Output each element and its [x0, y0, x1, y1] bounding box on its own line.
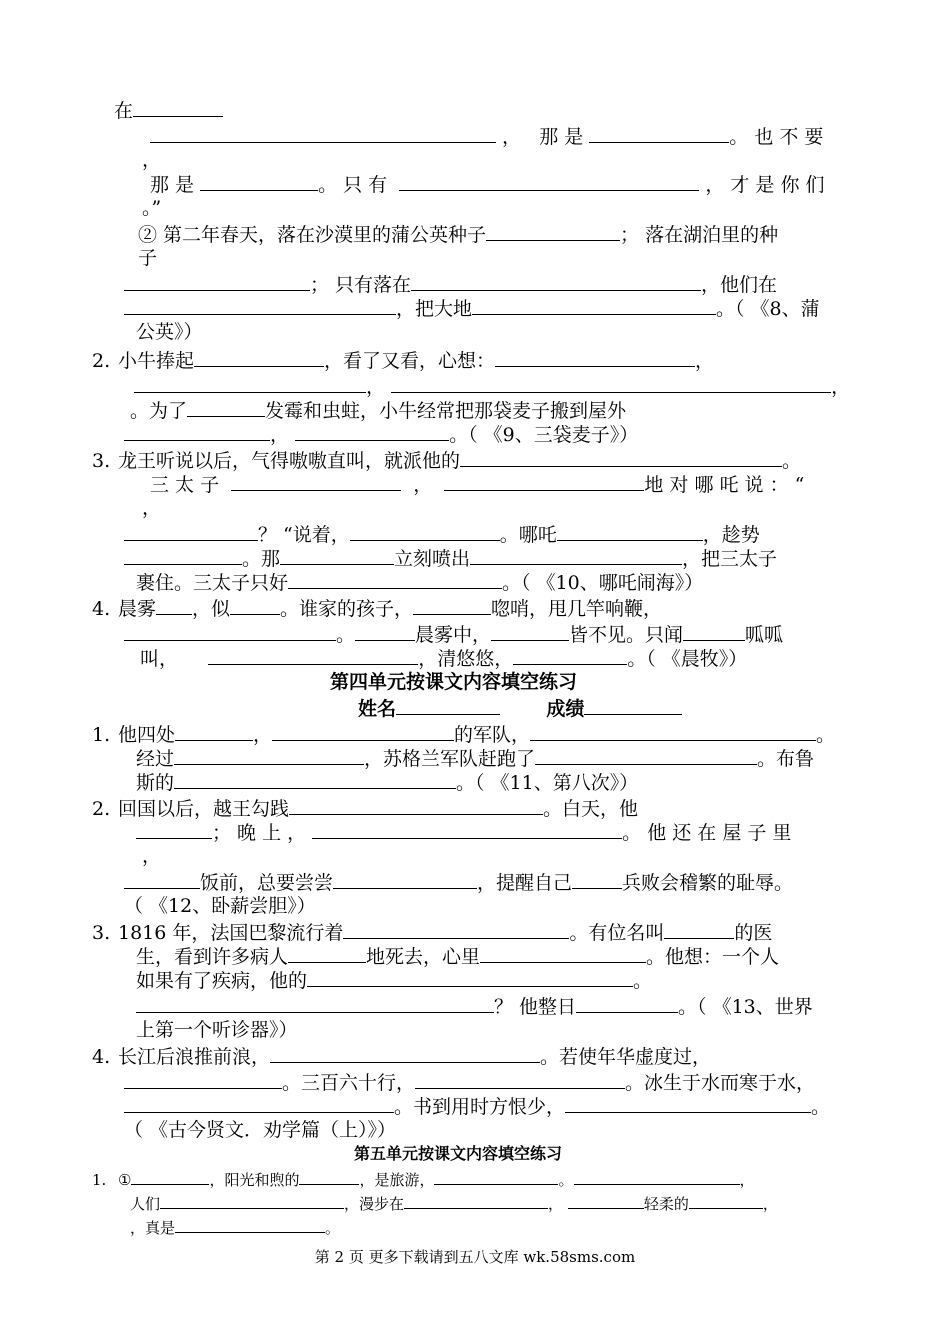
- u4-q2-line-4: 饭前，总要尝尝 ，提醒自己 兵败会稽繁的耻辱。: [124, 870, 793, 895]
- fill-blank[interactable]: [530, 722, 816, 741]
- u5-q1-line-1: 1. ① ，阳光和煦的 ，是旅游， 。 ，: [92, 1171, 755, 1189]
- q3-nezha-line-3: ，: [142, 497, 162, 519]
- unit5-title: 第五单元按课文内容填空练习: [354, 1144, 563, 1163]
- fill-blank[interactable]: [124, 422, 270, 441]
- fill-blank[interactable]: [124, 870, 200, 889]
- fill-blank[interactable]: [472, 296, 716, 315]
- q3-nezha-line-4: ？ “说着， 。哪吒 ，趁势: [124, 522, 760, 547]
- unit4-title: 第四单元按课文内容填空练习: [330, 671, 578, 693]
- u4-q3-line-3: 如果有了疾病，他的 。: [136, 970, 653, 992]
- u4-q1-line-1: 1. 他四处 ， 的军队， 。: [92, 724, 836, 746]
- fill-blank[interactable]: [415, 1070, 625, 1089]
- fill-blank[interactable]: [572, 870, 622, 889]
- u4-q3-line-1: 3. 1816 年，法国巴黎流行着 。有位名叫 的医: [92, 922, 773, 944]
- u4-q1-line-3: 斯的 。（ 《11、第八次》）: [136, 772, 639, 794]
- u5-q1-line-3: ，真是 。: [130, 1219, 341, 1237]
- fill-blank[interactable]: [175, 722, 253, 741]
- fill-blank[interactable]: [470, 546, 682, 565]
- fill-blank[interactable]: [136, 820, 212, 839]
- fill-blank[interactable]: [280, 546, 394, 565]
- fill-blank[interactable]: [411, 272, 701, 291]
- fill-blank[interactable]: [272, 722, 454, 741]
- fill-blank[interactable]: [230, 596, 280, 615]
- dandelion-line-1: 在: [114, 98, 223, 123]
- fill-blank[interactable]: [289, 796, 543, 815]
- fill-blank[interactable]: [124, 1070, 282, 1089]
- fill-blank[interactable]: [535, 746, 757, 765]
- fill-blank[interactable]: [124, 1094, 394, 1113]
- fill-blank[interactable]: [355, 622, 415, 641]
- dandelion-line-3: ，: [142, 149, 162, 171]
- fill-blank[interactable]: [574, 1170, 740, 1185]
- fill-blank[interactable]: [174, 770, 456, 789]
- fill-blank[interactable]: [187, 398, 265, 417]
- fill-blank[interactable]: [124, 272, 310, 291]
- fill-blank[interactable]: [124, 522, 258, 541]
- fill-blank[interactable]: [134, 374, 366, 393]
- fill-blank[interactable]: [124, 622, 336, 641]
- dandelion-line-8: ； 只有落在 ，他们在: [124, 272, 777, 297]
- fill-blank[interactable]: [513, 646, 627, 665]
- u4-q4-line-3: 。书到用时方恨少， 。: [124, 1094, 830, 1119]
- fill-blank[interactable]: [486, 222, 620, 241]
- q2-wheat-line-3: 。为了 发霉和虫蛀，小牛经常把那袋麦子搬到屋外: [130, 400, 627, 422]
- fill-blank[interactable]: [208, 646, 418, 665]
- q4-morning-line-2: 。 晨雾中， 皆不见。只闻 呱呱: [124, 622, 783, 647]
- fill-blank[interactable]: [350, 522, 500, 541]
- fill-blank[interactable]: [156, 596, 192, 615]
- fill-blank[interactable]: [689, 1194, 763, 1209]
- u4-q4-line-2: 。三百六十行， 。冰生于水而寒于水，: [124, 1070, 815, 1095]
- fill-blank[interactable]: [434, 1170, 558, 1185]
- fill-blank[interactable]: [495, 348, 695, 367]
- unit4-name-score: 姓名 成绩: [358, 696, 682, 721]
- q2-wheat-line-2: ， ，: [134, 374, 850, 399]
- fill-blank[interactable]: [557, 522, 703, 541]
- fill-blank[interactable]: [399, 172, 699, 191]
- fill-blank[interactable]: [480, 944, 646, 963]
- dandelion-line-7: 子: [138, 247, 158, 269]
- fill-blank[interactable]: [231, 472, 401, 491]
- fill-blank[interactable]: [299, 1170, 359, 1185]
- fill-blank[interactable]: [683, 622, 745, 641]
- fill-blank[interactable]: [288, 570, 502, 589]
- page-footer: 第 2 页 更多下载请到五八文库 wk.58sms.com: [314, 1248, 636, 1266]
- fill-blank[interactable]: [404, 1194, 548, 1209]
- u4-q2-line-3: ，: [142, 845, 162, 867]
- q3-nezha-line-6: 裹住。三太子只好 。（ 《10、哪吒闹海》）: [136, 572, 704, 594]
- fill-blank[interactable]: [312, 820, 622, 839]
- q2-wheat-line-1: 2. 小牛捧起 ，看了又看，心想： ，: [92, 350, 715, 372]
- fill-blank[interactable]: [491, 622, 569, 641]
- fill-blank[interactable]: [568, 1194, 644, 1209]
- dandelion-line-10: 公英》）: [136, 321, 203, 343]
- fill-blank[interactable]: [200, 172, 318, 191]
- fill-blank[interactable]: [444, 472, 644, 491]
- u5-q1-line-2: 人们 ，漫步在 ， 轻柔的 ，: [130, 1195, 778, 1213]
- fill-blank[interactable]: [413, 596, 491, 615]
- fill-blank[interactable]: [136, 994, 494, 1013]
- fill-blank[interactable]: [288, 944, 366, 963]
- q3-nezha-line-1: 3. 龙王听说以后，气得嗷嗷直叫，就派他的 。: [92, 450, 802, 472]
- dandelion-line-9: ，把大地 。（ 《8、蒲: [124, 296, 820, 321]
- q2-wheat-line-4: ， 。（ 《9、三袋麦子》）: [124, 422, 638, 447]
- fill-blank[interactable]: [333, 870, 477, 889]
- fill-blank[interactable]: [576, 994, 678, 1013]
- q3-nezha-line-2: 三 太 子 ， 地 对 哪 吒 说 ： “: [150, 474, 805, 496]
- fill-blank[interactable]: [175, 1218, 325, 1233]
- fill-blank[interactable]: [295, 422, 449, 441]
- dandelion-line-4: 那 是 。 只 有 ， 才 是 你 们: [150, 174, 825, 196]
- fill-blank[interactable]: [565, 1094, 811, 1113]
- fill-blank[interactable]: [150, 124, 496, 143]
- u4-q1-line-2: 经过 ，苏格兰军队赶跑了 。布鲁: [136, 748, 815, 770]
- fill-blank[interactable]: [307, 968, 633, 987]
- fill-blank[interactable]: [124, 546, 242, 565]
- u4-q3-line-5: 上第一个听诊器》）: [136, 1019, 298, 1041]
- u4-q3-line-2: 生，看到许多病人 地死去，心里 。他想：一个人: [136, 946, 780, 968]
- u4-q4-line-4: （ 《古今贤文．劝学篇（上）》）: [124, 1119, 397, 1141]
- fill-blank[interactable]: [133, 98, 223, 117]
- dandelion-line-2: ， 那 是 。 也 不 要: [150, 124, 823, 149]
- fill-blank[interactable]: [131, 1170, 209, 1185]
- fill-blank[interactable]: [460, 448, 782, 467]
- q4-morning-line-1: 4. 晨雾 ，似 。谁家的孩子， 唿哨，甩几竿响鞭，: [92, 598, 663, 620]
- fill-blank[interactable]: [391, 374, 831, 393]
- dandelion-line-6: ② 第二年春天，落在沙漠里的蒲公英种子 ； 落在湖泊里的种: [138, 224, 779, 246]
- fill-blank[interactable]: [589, 124, 729, 143]
- fill-blank[interactable]: [343, 920, 569, 939]
- fill-blank[interactable]: [124, 296, 396, 315]
- fill-blank[interactable]: [194, 348, 324, 367]
- fill-blank[interactable]: [174, 746, 364, 765]
- fill-blank[interactable]: [664, 920, 734, 939]
- u4-q2-line-1: 2. 回国以后，越王勾践 。白天，他: [92, 798, 639, 820]
- u4-q4-line-1: 4. 长江后浪推前浪， 。若使年华虚度过，: [92, 1046, 712, 1068]
- dandelion-line-5: 。”: [142, 197, 162, 219]
- q4-morning-line-3: 叫， ，清悠悠， 。（ 《晨牧》）: [140, 648, 748, 670]
- fill-blank[interactable]: [270, 1044, 540, 1063]
- q3-nezha-line-5: 。那 立刻喷出 ，把三太子: [124, 546, 777, 571]
- name-field[interactable]: [396, 696, 500, 715]
- u4-q2-line-2: ； 晚 上 ， 。 他 还 在 屋 子 里: [136, 820, 791, 845]
- fill-blank[interactable]: [160, 1194, 344, 1209]
- u4-q3-line-4: ？ 他整日 。（ 《13、世界: [136, 994, 813, 1019]
- u4-q2-line-5: （ 《12、卧薪尝胆》）: [124, 895, 316, 917]
- score-field[interactable]: [584, 696, 682, 715]
